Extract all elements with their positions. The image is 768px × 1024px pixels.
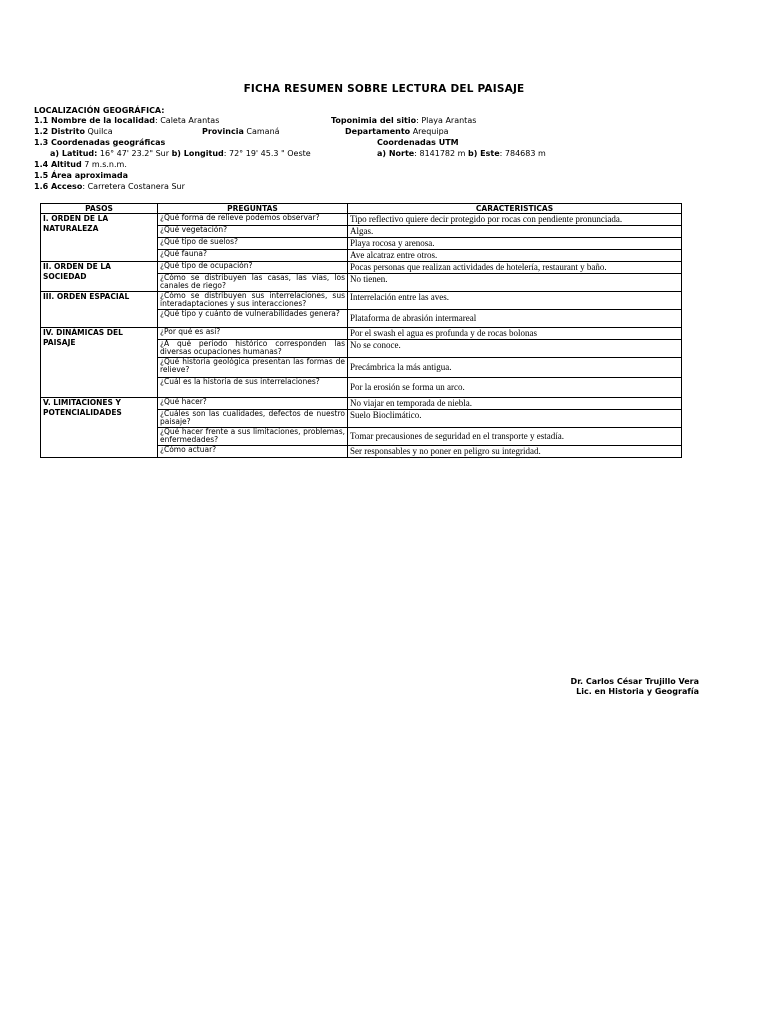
provincia-line [202,126,280,137]
question-cell: ¿Cómo actuar? [158,446,348,458]
latitud-value: 16° 47' 23.2" Sur [99,149,170,158]
question-cell: ¿Cuáles son las cualidades, defectos de nuestro paisaje? [158,410,348,428]
distrito-value: Quilca [87,127,113,136]
location-heading: LOCALIZACIÓN GEOGRÁFICA: [34,106,165,115]
header-preguntas: PREGUNTAS [158,204,348,214]
departamento-label: Departamento [345,127,411,136]
latitud-label: a) Latitud: [50,149,98,158]
question-cell: ¿Qué vegetación? [158,226,348,238]
characteristic-cell: Algas. [348,226,682,238]
characteristic-cell: Por el swash el agua es profunda y de rocas bolonas [348,328,682,340]
table-row [41,292,682,310]
table-row [41,398,682,410]
table-header-row [41,204,682,214]
question-cell: ¿Qué fauna? [158,250,348,262]
table-row [41,328,682,340]
latlon-line: a) Latitud: 16° 47' 23.2" Sur b) Longitud: 72° 19' 45.3 " Oeste [50,149,311,158]
question-cell: ¿Qué tipo de suelos? [158,238,348,250]
characteristic-cell: Por la erosión se forma un arco. [348,378,682,398]
page-title: FICHA RESUMEN SOBRE LECTURA DEL PAISAJE [243,83,525,95]
departamento-line [345,126,449,137]
characteristic-cell: Plataforma de abrasión intermareal [348,310,682,328]
question-cell: ¿Qué tipo de ocupación? [158,262,348,274]
toponimia-line: Toponimia del sitio: Playa Arantas [331,116,477,125]
nombre-label: 1.1 Nombre de la localidad [34,116,155,125]
characteristic-cell: No tienen. [348,274,682,292]
toponimia-label: Toponimia del sitio [331,116,417,125]
paso-cell: I. ORDEN DE LA NATURALEZA [41,214,158,262]
characteristic-cell: No se conoce. [348,340,682,358]
norte-label: a) Norte [377,149,415,158]
acceso-line: 1.6 Acceso: Carretera Costanera Sur [34,182,185,191]
question-cell: ¿Qué tipo y cuánto de vulnerabilidades genera? [158,310,348,328]
question-cell: ¿A qué período histórico corresponden las diversas ocupaciones humanas? [158,340,348,358]
longitud-label: b) Longitud [171,149,224,158]
question-cell: ¿Por qué es así? [158,328,348,340]
area-label: 1.5 Área aproximada [34,171,129,180]
characteristic-cell: No viajar en temporada de niebla. [348,398,682,410]
coord-label: 1.3 Coordenadas geográficas [34,138,166,147]
characteristic-cell: Tomar precausiones de seguridad en el transporte y estadía. [348,428,682,446]
question-cell: ¿Qué hacer? [158,398,348,410]
landscape-table [40,203,682,458]
paso-cell: V. LIMITACIONES Y POTENCIALIDADES [41,398,158,458]
question-cell: ¿Qué historia geológica presentan las formas de relieve? [158,358,348,378]
acceso-label: 1.6 Acceso [34,182,83,191]
question-cell: ¿Cómo se distribuyen sus interrelaciones, sus interadaptaciones y sus interacciones? [158,292,348,310]
characteristic-cell: Tipo reflectivo quiere decir protegido por rocas con pendiente pronunciada. [348,214,682,226]
altitud-value: 7 m.s.n.m. [84,160,127,169]
question-cell: ¿Qué forma de relieve podemos observar? [158,214,348,226]
altitud-label: 1.4 Altitud [34,160,82,169]
este-label: b) Este [468,149,500,158]
signature-title: Lic. en Historia y Geografía [576,687,699,696]
characteristic-cell: Interrelación entre las aves. [348,292,682,310]
characteristic-cell: Ser responsables y no poner en peligro su integridad. [348,446,682,458]
characteristic-cell: Ave alcatraz entre otros. [348,250,682,262]
provincia-value: Camaná [246,127,280,136]
question-cell: ¿Qué hacer frente a sus limitaciones, problemas, enfermedades? [158,428,348,446]
norte-value: 8141782 m [419,149,466,158]
paso-cell: IV. DINÁMICAS DEL PAISAJE [41,328,158,398]
table-row [41,214,682,226]
provincia-label: Provincia [202,127,244,136]
question-cell: ¿Cómo se distribuyen las casas, las vías, los canales de riego? [158,274,348,292]
longitud-value: 72° 19' 45.3 " Oeste [229,149,311,158]
departamento-value: Arequipa [412,127,449,136]
header-pasos: PASOS [41,204,158,214]
paso-cell: III. ORDEN ESPACIAL [41,292,158,328]
characteristic-cell: Pocas personas que realizan actividades de hotelería, restaurant y baño. [348,262,682,274]
nombre-value: Caleta Arantas [160,116,220,125]
distrito-label: 1.2 Distrito [34,127,85,136]
acceso-value: Carretera Costanera Sur [87,182,185,191]
characteristic-cell: Playa rocosa y arenosa. [348,238,682,250]
utm-label: Coordenadas UTM [377,138,459,147]
characteristic-cell: Suelo Bioclimático. [348,410,682,428]
toponimia-value: Playa Arantas [421,116,477,125]
characteristic-cell: Precámbrica la más antigua. [348,358,682,378]
utm-line: a) Norte: 8141782 m b) Este: 784683 m [377,149,546,158]
nombre-line: 1.1 Nombre de la localidad: Caleta Arantas [34,116,220,125]
question-cell: ¿Cuál es la historia de sus interrelaciones? [158,378,348,398]
signature-name: Dr. Carlos César Trujillo Vera [570,677,699,686]
distrito-line [34,126,113,137]
header-caracteristicas: CARACTERISTICAS [348,204,682,214]
paso-cell: II. ORDEN DE LA SOCIEDAD [41,262,158,292]
este-value: 784683 m [504,149,546,158]
table-row [41,262,682,274]
altitud-line [34,159,127,170]
